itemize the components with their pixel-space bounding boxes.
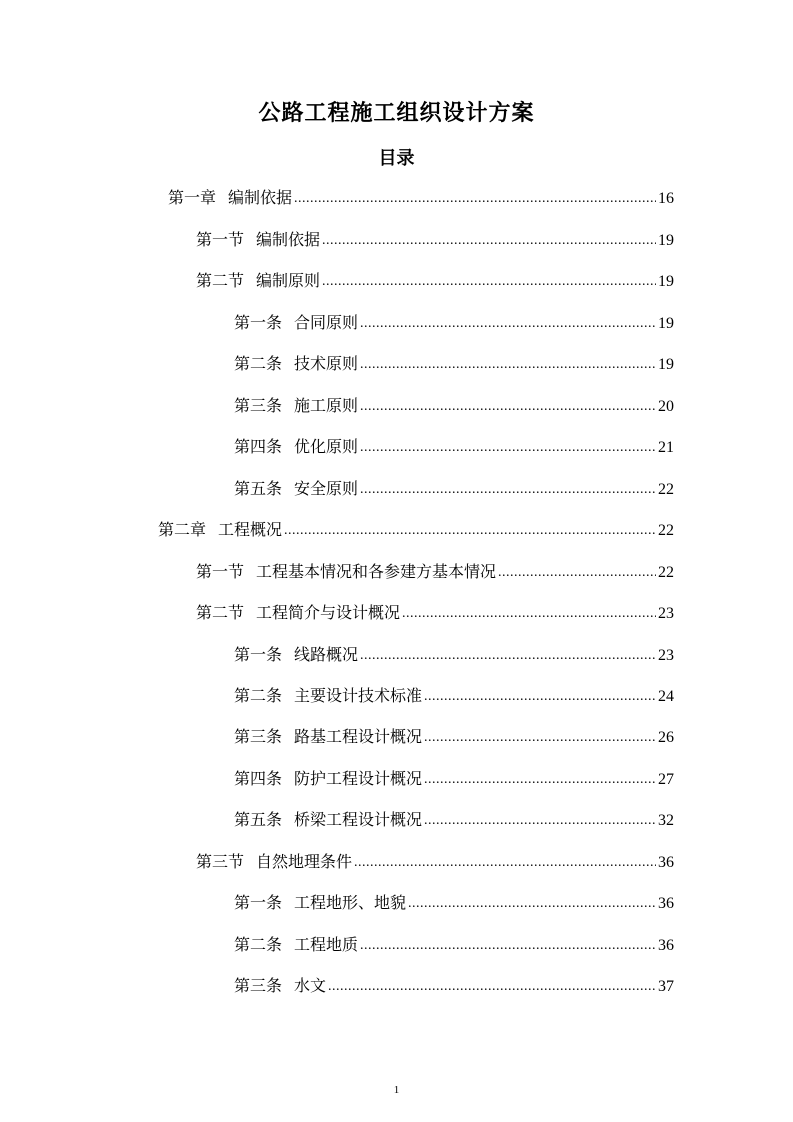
toc-entry-section[interactable] (196, 228, 674, 252)
toc-entry-text: 编制依据 (228, 188, 293, 207)
toc-entry-article[interactable] (234, 477, 674, 501)
toc-entry-text: 工程基本情况和各参建方基本情况 (256, 562, 497, 581)
toc-leader-dots (360, 644, 656, 668)
toc-entry-page: 22 (658, 481, 674, 498)
toc-leader-dots (424, 768, 656, 792)
toc-entry-page: 19 (658, 315, 674, 332)
toc-entry-text: 工程地质 (294, 935, 359, 954)
toc-entry-text: 施工原则 (294, 396, 359, 415)
toc-entry-text: 工程简介与设计概况 (256, 603, 401, 622)
toc-leader-dots (360, 934, 656, 958)
toc-entry-page: 24 (658, 688, 674, 705)
toc-entry-label: 第四条 (234, 769, 283, 788)
toc-entry-page: 19 (658, 356, 674, 373)
toc-entry-text: 桥梁工程设计概况 (294, 810, 423, 829)
toc-entry-label: 第一条 (234, 313, 283, 332)
toc-entry-page: 36 (658, 895, 674, 912)
toc-leader-dots (408, 892, 656, 916)
toc-entry-label: 第三条 (234, 976, 283, 995)
toc-leader-dots (360, 436, 656, 460)
toc-leader-dots (360, 478, 656, 502)
toc-leader-dots (424, 726, 656, 750)
toc-entry-article[interactable] (234, 974, 674, 998)
toc-entry-page: 32 (658, 812, 674, 829)
toc-entry-section[interactable] (196, 560, 674, 584)
toc-entry-page: 26 (658, 729, 674, 746)
toc-entry-section[interactable] (196, 850, 674, 874)
toc-entry-page: 37 (658, 978, 674, 995)
toc-leader-dots (402, 602, 656, 626)
toc-leader-dots (354, 851, 656, 875)
toc-entry-page: 16 (658, 190, 674, 207)
toc-entry-section[interactable] (196, 269, 674, 293)
toc-entry-chapter-2[interactable] (158, 518, 674, 542)
toc-entry-article[interactable] (234, 725, 674, 749)
toc-entry-page: 27 (658, 771, 674, 788)
toc-entry-article[interactable] (234, 933, 674, 957)
toc-leader-dots (360, 312, 656, 336)
toc-entry-page: 36 (658, 937, 674, 954)
toc-entry-article[interactable] (234, 435, 674, 459)
toc-entry-article[interactable] (234, 311, 674, 335)
toc-leader-dots (284, 519, 656, 543)
toc-entry-page: 22 (658, 522, 674, 539)
toc-leader-dots (294, 187, 656, 211)
toc-entry-article[interactable] (234, 808, 674, 832)
toc-entry-page: 21 (658, 439, 674, 456)
toc-entry-page: 19 (658, 273, 674, 290)
toc-entry-section[interactable] (196, 601, 674, 625)
toc-entry-article[interactable] (234, 643, 674, 667)
toc-entry-label: 第二章 (158, 520, 207, 539)
toc-entry-article[interactable] (234, 394, 674, 418)
toc-entry-label: 第一章 (168, 188, 217, 207)
toc-leader-dots (360, 353, 656, 377)
toc-entry-page: 22 (658, 564, 674, 581)
toc-leader-dots (424, 809, 656, 833)
document-title: 公路工程施工组织设计方案 (258, 101, 535, 126)
page-number: 1 (393, 1084, 400, 1096)
toc-entry-text: 自然地理条件 (256, 852, 353, 871)
toc-entry-label: 第二节 (196, 271, 245, 290)
toc-entry-label: 第五条 (234, 479, 283, 498)
toc-entry-label: 第一条 (234, 893, 283, 912)
toc-entry-label: 第二条 (234, 354, 283, 373)
toc-entry-label: 第二条 (234, 686, 283, 705)
toc-entry-label: 第二节 (196, 603, 245, 622)
toc-entry-text: 编制原则 (256, 271, 321, 290)
toc-entry-text: 防护工程设计概况 (294, 769, 423, 788)
toc-entry-label: 第三条 (234, 727, 283, 746)
toc-entry-article[interactable] (234, 684, 674, 708)
toc-entry-label: 第五条 (234, 810, 283, 829)
toc-entry-page: 20 (658, 398, 674, 415)
toc-entry-text: 编制依据 (256, 230, 321, 249)
toc-entry-page: 36 (658, 854, 674, 871)
toc-leader-dots (424, 685, 656, 709)
toc-entry-text: 水文 (294, 976, 327, 995)
toc-entry-page: 19 (658, 232, 674, 249)
toc-entry-text: 线路概况 (294, 645, 359, 664)
toc-entry-text: 优化原则 (294, 437, 359, 456)
toc-leader-dots (322, 270, 656, 294)
toc-entry-chapter-1[interactable] (168, 186, 674, 210)
toc-heading: 目录 (378, 148, 415, 169)
toc-entry-text: 工程地形、地貌 (294, 893, 407, 912)
toc-entry-text: 安全原则 (294, 479, 359, 498)
toc-entry-text: 工程概况 (218, 520, 283, 539)
toc-entry-label: 第一节 (196, 562, 245, 581)
toc-entry-label: 第二条 (234, 935, 283, 954)
toc-entry-label: 第一节 (196, 230, 245, 249)
toc-entry-article[interactable] (234, 891, 674, 915)
toc-entry-text: 技术原则 (294, 354, 359, 373)
toc-entry-page: 23 (658, 647, 674, 664)
toc-leader-dots (498, 561, 656, 585)
toc-entry-label: 第一条 (234, 645, 283, 664)
toc-entry-label: 第四条 (234, 437, 283, 456)
toc-leader-dots (328, 975, 656, 999)
toc-entry-article[interactable] (234, 352, 674, 376)
toc-entry-text: 合同原则 (294, 313, 359, 332)
toc-entry-article[interactable] (234, 767, 674, 791)
toc-entry-page: 23 (658, 605, 674, 622)
toc-entry-text: 路基工程设计概况 (294, 727, 423, 746)
toc-leader-dots (360, 395, 656, 419)
toc-entry-label: 第三节 (196, 852, 245, 871)
toc-entry-label: 第三条 (234, 396, 283, 415)
toc-entry-text: 主要设计技术标准 (294, 686, 423, 705)
toc-leader-dots (322, 229, 656, 253)
